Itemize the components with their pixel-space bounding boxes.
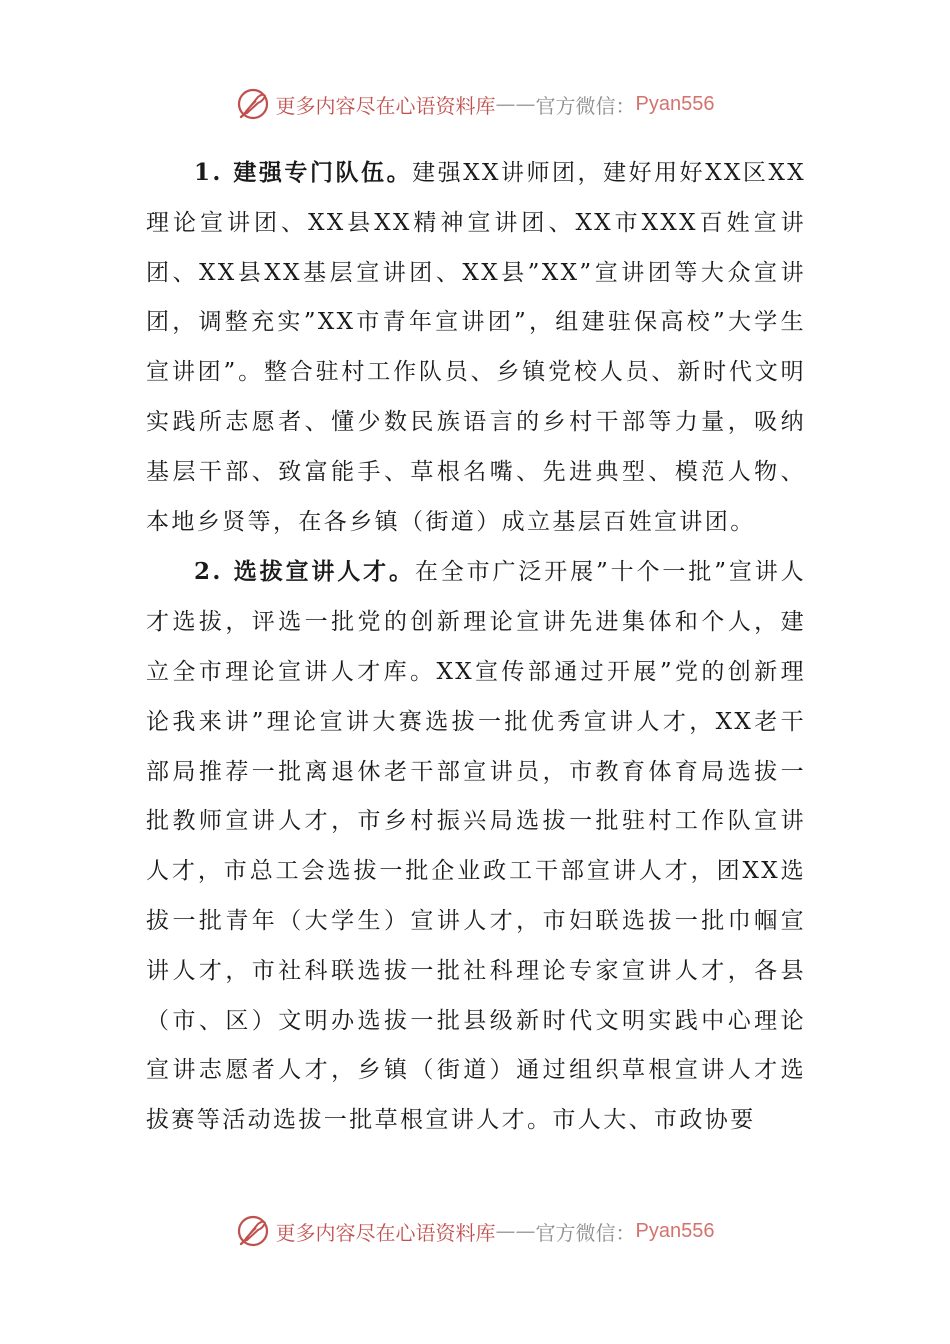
watermark-wechat-label: 官方微信： (535, 93, 636, 118)
watermark-banner-bottom (0, 1211, 950, 1251)
watermark-banner-top (0, 84, 950, 124)
watermark-separator: —— (495, 1219, 536, 1243)
quill-logo-icon (236, 1214, 270, 1248)
watermark-wechat-label: 官方微信： (535, 1220, 636, 1245)
paragraph-2-heading: 2. 选拔宣讲人才。 (194, 558, 415, 586)
paragraph-1-heading: 1. 建强专门队伍。 (194, 159, 413, 186)
quill-logo-icon (236, 87, 270, 121)
paragraph-2 (146, 547, 806, 1146)
watermark-wechat-id: Pyan556 (635, 1219, 715, 1242)
watermark-wechat-id: Pyan556 (635, 92, 715, 115)
paragraph-1 (146, 148, 806, 547)
paragraph-1-body: 建强XX讲师团，建好用好XX区XX理论宣讲团、XX县XX精神宣讲团、XX市XXX百姓宣讲团、XX县XX基层宣讲团、XX县”XX”宣讲团等大众宣讲团，调整充实”XX市青年宣讲团”，组建驻保高校”大学生宣讲团”。整合驻村工作队员、乡镇党校人员、新时代文明实践所志愿者、懂少数民族语言的乡村干部等力量，吸纳基层干部、致富能手、草根名嘴、先进典型、模范人物、本地乡贤等，在各乡镇（街道）成立基层百姓宣讲团。 (146, 160, 806, 535)
watermark-site-name: 更多内容尽在心语资料库 (275, 1220, 496, 1245)
watermark-site-name: 更多内容尽在心语资料库 (275, 93, 496, 118)
paragraph-2-body: 在全市广泛开展”十个一批”宣讲人才选拔，评选一批党的创新理论宣讲先进集体和个人，建立全市理论宣讲人才库。XX宣传部通过开展”党的创新理论我来讲”理论宣讲大赛选拔一批优秀宣讲人才，XX老干部局推荐一批离退休老干部宣讲员，市教育体育局选拔一批教师宣讲人才，市乡村振兴局选拔一批驻村工作队宣讲人才，市总工会选拔一批企业政工干部宣讲人才，团XX选拔一批青年（大学生）宣讲人才，市妇联选拔一批巾帼宣讲人才，市社科联选拔一批社科理论专家宣讲人才，各县（市、区）文明办选拔一批县级新时代文明实践中心理论宣讲志愿者人才，乡镇（街道）通过组织草根宣讲人才选拔赛等活动选拔一批草根宣讲人才。市人大、市政协要 (146, 559, 806, 1134)
document-body (146, 148, 806, 1146)
watermark-separator: —— (495, 92, 536, 116)
